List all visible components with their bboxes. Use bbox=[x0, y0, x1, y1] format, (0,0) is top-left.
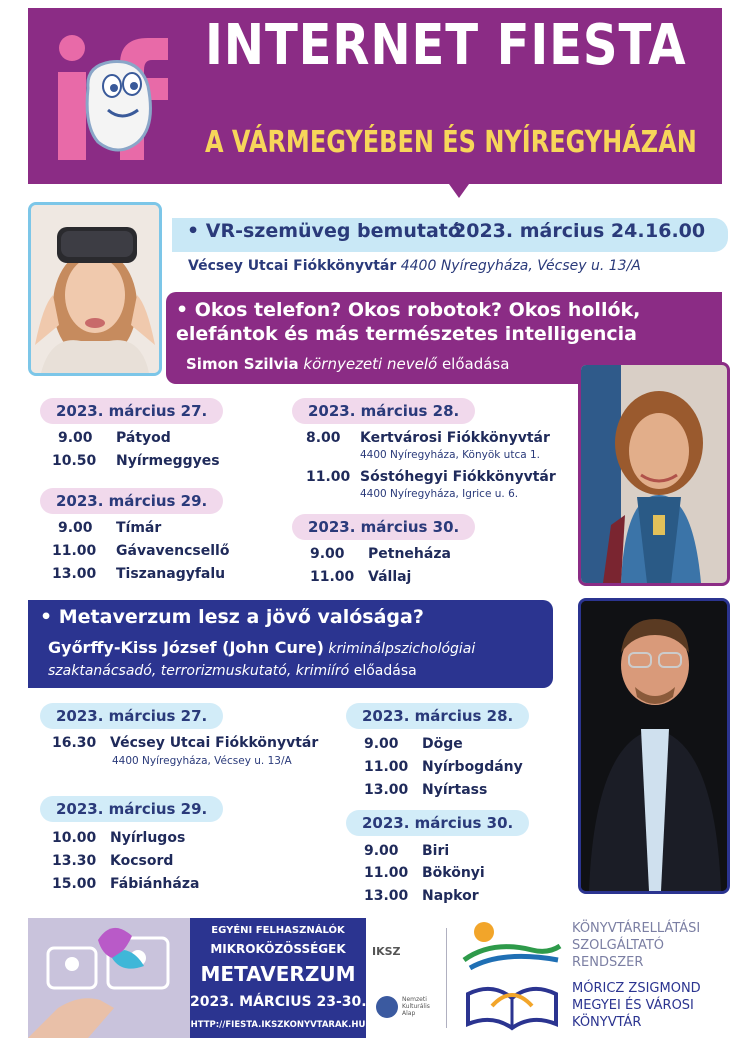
kszr-logo-icon bbox=[462, 920, 562, 972]
talk2-speaker-role-1: kriminálpszichológiai bbox=[328, 641, 476, 657]
speaker2-photo bbox=[578, 598, 730, 894]
talk1-date-pill: 2023. március 28. bbox=[292, 398, 475, 424]
entry-time: 11.00 bbox=[306, 469, 351, 485]
speaker1-photo bbox=[578, 362, 730, 586]
talk2-speaker-role-2: szaktanácsadó, terrorizmuskutató, krimiíró bbox=[48, 663, 350, 679]
entry-place: Kocsord bbox=[110, 853, 174, 869]
vr-headset-photo bbox=[28, 202, 162, 376]
schedule-entry bbox=[52, 830, 185, 846]
banner-dates: 2023. MÁRCIUS 23-30. bbox=[190, 994, 367, 1010]
header-speech-tail bbox=[449, 184, 469, 198]
entry-place: Kertvárosi Fiókkönyvtár bbox=[360, 430, 550, 446]
talk1-speaker bbox=[186, 355, 509, 373]
banner-line-1: EGYÉNI FELHASZNÁLÓK bbox=[211, 925, 345, 936]
entry-place: Napkor bbox=[422, 888, 479, 904]
entry-address: 4400 Nyíregyháza, Könyök utca 1. bbox=[360, 449, 541, 461]
nka-logo-icon bbox=[376, 996, 398, 1018]
entry-place: Döge bbox=[422, 736, 463, 752]
org2-name bbox=[572, 980, 701, 1031]
vr-venue-name: Vécsey Utcai Fiókkönyvtár bbox=[188, 258, 397, 274]
schedule-entry bbox=[52, 876, 199, 892]
entry-place: Pátyod bbox=[116, 430, 171, 446]
talk1-date-pill: 2023. március 29. bbox=[40, 488, 223, 514]
nka-logo-text: Nemzeti Kulturális Alap bbox=[402, 996, 430, 1017]
entry-place: Nyírlugos bbox=[110, 830, 186, 846]
banner-line-2: MIKROKÖZÖSSÉGEK bbox=[210, 942, 346, 956]
schedule-entry bbox=[52, 853, 173, 869]
entry-time: 9.00 bbox=[58, 430, 93, 446]
talk1-speaker-role: környezeti nevelő bbox=[303, 355, 438, 373]
talk1-speaker-suffix: előadása bbox=[441, 355, 510, 373]
vr-venue-address: 4400 Nyíregyháza, Vécsey u. 13/A bbox=[400, 258, 641, 274]
schedule-entry bbox=[52, 566, 225, 582]
talk1-date-pill: 2023. március 27. bbox=[40, 398, 223, 424]
talk1-speaker-name: Simon Szilvia bbox=[186, 355, 299, 373]
entry-place: Nyírmeggyes bbox=[116, 453, 220, 469]
schedule-entry bbox=[364, 888, 479, 904]
page-title: INTERNET FIESTA bbox=[205, 13, 687, 78]
banner-url[interactable]: HTTP://FIESTA.IKSZKONYVTARAK.HU bbox=[190, 1020, 366, 1030]
org1-line-3: RENDSZER bbox=[572, 955, 644, 970]
vr-event-time: 16.00 bbox=[645, 220, 706, 242]
schedule-entry bbox=[364, 782, 487, 798]
entry-place: Vállaj bbox=[368, 569, 412, 585]
schedule-entry bbox=[52, 543, 229, 559]
entry-time: 9.00 bbox=[58, 520, 93, 536]
entry-place: Vécsey Utcai Fiókkönyvtár bbox=[110, 735, 319, 751]
entry-time: 9.00 bbox=[310, 546, 345, 562]
entry-time: 13.30 bbox=[52, 853, 97, 869]
iksz-logo bbox=[372, 940, 432, 970]
entry-time: 11.00 bbox=[310, 569, 355, 585]
entry-time: 10.00 bbox=[52, 830, 97, 846]
schedule-entry bbox=[52, 735, 318, 751]
entry-address: 4400 Nyíregyháza, Igrice u. 6. bbox=[360, 488, 519, 500]
org1-name bbox=[572, 920, 700, 971]
entry-place: Nyírbogdány bbox=[422, 759, 523, 775]
banner-line-3: METAVERZUM bbox=[200, 962, 356, 986]
talk2-date-pill: 2023. március 29. bbox=[40, 796, 223, 822]
schedule-entry bbox=[364, 759, 523, 775]
entry-place: Bökönyi bbox=[422, 865, 485, 881]
entry-time: 10.50 bbox=[52, 453, 97, 469]
schedule-entry bbox=[58, 430, 171, 446]
talk1-title: • Okos telefon? Okos robotok? Okos hollók, elefántok és más természetes intelligencia bbox=[176, 299, 641, 345]
entry-time: 9.00 bbox=[364, 843, 399, 859]
schedule-entry bbox=[310, 569, 411, 585]
entry-time: 13.00 bbox=[52, 566, 97, 582]
talk2-date-pill: 2023. március 30. bbox=[346, 810, 529, 836]
schedule-entry bbox=[364, 843, 449, 859]
entry-place: Tiszanagyfalu bbox=[116, 566, 226, 582]
entry-time: 11.00 bbox=[364, 865, 409, 881]
entry-time: 15.00 bbox=[52, 876, 97, 892]
org2-line-2: MEGYEI ÉS VÁROSI bbox=[572, 998, 694, 1013]
iksz-logo-text: IKSZ bbox=[372, 945, 401, 958]
entry-place: Sóstóhegyi Fiókkönyvtár bbox=[360, 469, 556, 485]
entry-time: 13.00 bbox=[364, 782, 409, 798]
page-subtitle: A VÁRMEGYÉBEN ÉS NYÍREGYHÁZÁN bbox=[205, 125, 697, 160]
schedule-entry bbox=[306, 430, 550, 446]
schedule-entry bbox=[306, 469, 556, 485]
entry-address: 4400 Nyíregyháza, Vécsey u. 13/A bbox=[112, 755, 292, 767]
footer-divider bbox=[446, 928, 447, 1028]
talk2-date-pill: 2023. március 27. bbox=[40, 703, 223, 729]
org1-line-1: KÖNYVTÁRELLÁTÁSI bbox=[572, 921, 701, 936]
entry-place: Gávavencsellő bbox=[116, 543, 230, 559]
entry-time: 8.00 bbox=[306, 430, 341, 446]
entry-place: Nyírtass bbox=[422, 782, 488, 798]
vr-event-title: • VR-szemüveg bemutató bbox=[187, 220, 461, 242]
talk2-speaker-name: Győrffy-Kiss József (John Cure) bbox=[48, 638, 324, 657]
entry-time: 16.30 bbox=[52, 735, 97, 751]
entry-place: Biri bbox=[422, 843, 450, 859]
schedule-entry bbox=[58, 520, 161, 536]
fiesta-logo-icon bbox=[48, 30, 198, 170]
schedule-entry bbox=[364, 736, 463, 752]
schedule-entry bbox=[364, 865, 485, 881]
org1-line-2: SZOLGÁLTATÓ bbox=[572, 938, 665, 953]
mzsk-logo-icon bbox=[462, 978, 562, 1034]
talk2-title: • Metaverzum lesz a jövő valósága? bbox=[40, 606, 424, 628]
entry-time: 11.00 bbox=[52, 543, 97, 559]
talk1-date-pill: 2023. március 30. bbox=[292, 514, 475, 540]
schedule-entry bbox=[52, 453, 220, 469]
entry-place: Petneháza bbox=[368, 546, 451, 562]
talk2-date-pill: 2023. március 28. bbox=[346, 703, 529, 729]
entry-place: Fábiánháza bbox=[110, 876, 200, 892]
talk2-speaker-suffix: előadása bbox=[353, 663, 417, 679]
org2-line-3: KÖNYVTÁR bbox=[572, 1015, 642, 1030]
org2-line-1: MÓRICZ ZSIGMOND bbox=[572, 981, 701, 996]
entry-place: Tímár bbox=[116, 520, 162, 536]
talk2-speaker bbox=[48, 637, 553, 682]
vr-event-venue bbox=[188, 258, 641, 274]
schedule-entry bbox=[310, 546, 451, 562]
vr-event-date: 2023. március 24. bbox=[453, 220, 645, 242]
entry-time: 11.00 bbox=[364, 759, 409, 775]
entry-time: 9.00 bbox=[364, 736, 399, 752]
entry-time: 13.00 bbox=[364, 888, 409, 904]
